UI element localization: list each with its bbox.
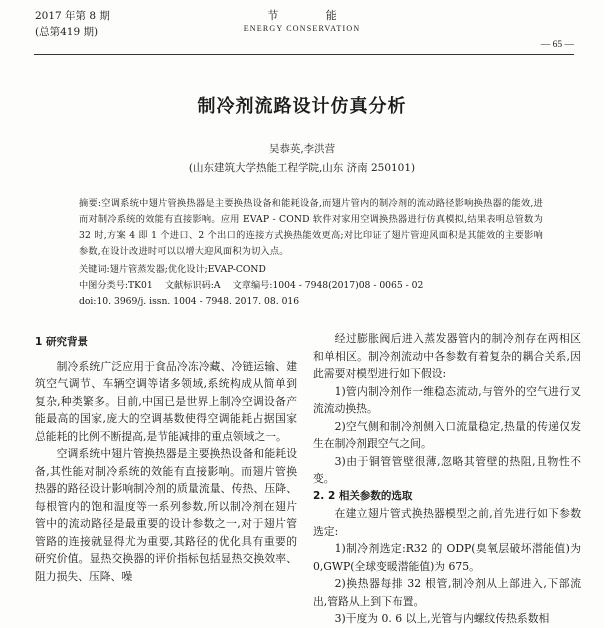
- journal-name-en: ENERGY CONSERVATION: [243, 24, 361, 33]
- classification-info: 中图分类号:TK01 文献标识码:A 文章编号:1004 - 7948(2017)08 - 0065 - 02: [79, 280, 424, 291]
- article-authors: 吴恭英,李洪营: [268, 143, 336, 155]
- left-column: [35, 334, 297, 585]
- parameter-item: 2)换热器每排 32 根管,制冷剂从上部进入,下部流出,管路从上到下布置。: [313, 577, 581, 608]
- parameter-item: 1)制冷剂选定:R32 的 ODP(臭氧层破坏潜能值)为 0,GWP(全球变暖潜能值)为 675。: [313, 542, 581, 573]
- abstract: 摘要:空调系统中翅片管换热器是主要换热设备和能耗设备,而翅片管内的制冷剂的流动路径影响换热器的能效,进而对制冷系统的效能有直接影响。应用 EVAP - COND 软件对家用空调换热器进行仿真模拟,结果表明总管数为 32 时,方案 4 即 1 个进口、2 个出口的连接方式换热能效更高;对比印证了翅片管迎风面积是其能效的主要影响参数,在设计改进时可以以增大迎风面积为切入点。: [79, 198, 543, 257]
- page-number: — 65 —: [540, 40, 574, 50]
- author-affiliation: (山东建筑大学热能工程学院,山东 济南 250101): [188, 162, 416, 174]
- doi: doi:10. 3969/j. issn. 1004 - 7948. 2017. 08. 016: [79, 296, 300, 307]
- section-heading-background: 1 研究背景: [35, 336, 88, 348]
- paragraph: 制冷系统广泛应用于食品冷冻冷藏、冷链运输、建筑空气调节、车辆空调等诸多领域,系统构成从简单到复杂,种类繁多。目前,中国已是世界上制冷空调设备产能最高的国家,庞大的空调基数使得空调能耗占据国家总能耗的比例不断提高,是节能减排的重点领域之一。: [35, 359, 297, 443]
- paragraph: 经过膨胀阀后进入蒸发器管内的制冷剂存在两相区和单相区。制冷剂流动中各参数有着复杂的耦合关系,因此需要对模型进行如下假设:: [313, 332, 581, 380]
- total-issue-number: (总第419 期): [35, 26, 99, 38]
- assumption-item: 2)空气侧和制冷剂侧入口流量稳定,热量的传递仅发生在制冷剂跟空气之间。: [313, 419, 581, 450]
- journal-name-cn: 节 能: [267, 9, 359, 22]
- paragraph: 空调系统中翅片管换热器是主要换热设备和能耗设备,其性能对制冷系统的效能有直接影响。而翅片管换热器的路径设计影响制冷剂的质量流量、传热、压降、每根管内的饱和温度等一系列参数,所以制冷剂在翅片管中的流动路径是最重要的设计参数之一,对于翅片管管路的连接就显得尤为重要,其路径的优化具有重要的研究价值。显热交换器的评价指标包括显热交换效率、阻力损失、压降、噪: [35, 447, 297, 583]
- issue-number: 2017 年第 8 期: [35, 10, 110, 22]
- assumption-item: 1)管内制冷剂作一维稳态流动,与管外的空气进行叉流流动换热。: [313, 384, 581, 415]
- right-column: [313, 330, 581, 628]
- parameter-item: 3)干度为 0. 6 以上,光管与内螺纹传热系数相: [334, 612, 550, 625]
- keywords: 关键词:翅片管蒸发器;优化设计;EVAP-COND: [79, 264, 266, 275]
- paragraph: 在建立翅片管式换热器模型之前,首先进行如下参数选定:: [313, 507, 581, 538]
- section-heading-parameters: 2. 2 相关参数的选取: [313, 489, 413, 502]
- header-rule: [34, 54, 574, 55]
- article-title: 制冷剂流路设计仿真分析: [197, 96, 407, 117]
- assumption-item: 3)由于铜管管壁很薄,忽略其管壁的热阻,且物性不变。: [313, 454, 581, 485]
- journal-header: [0, 8, 604, 35]
